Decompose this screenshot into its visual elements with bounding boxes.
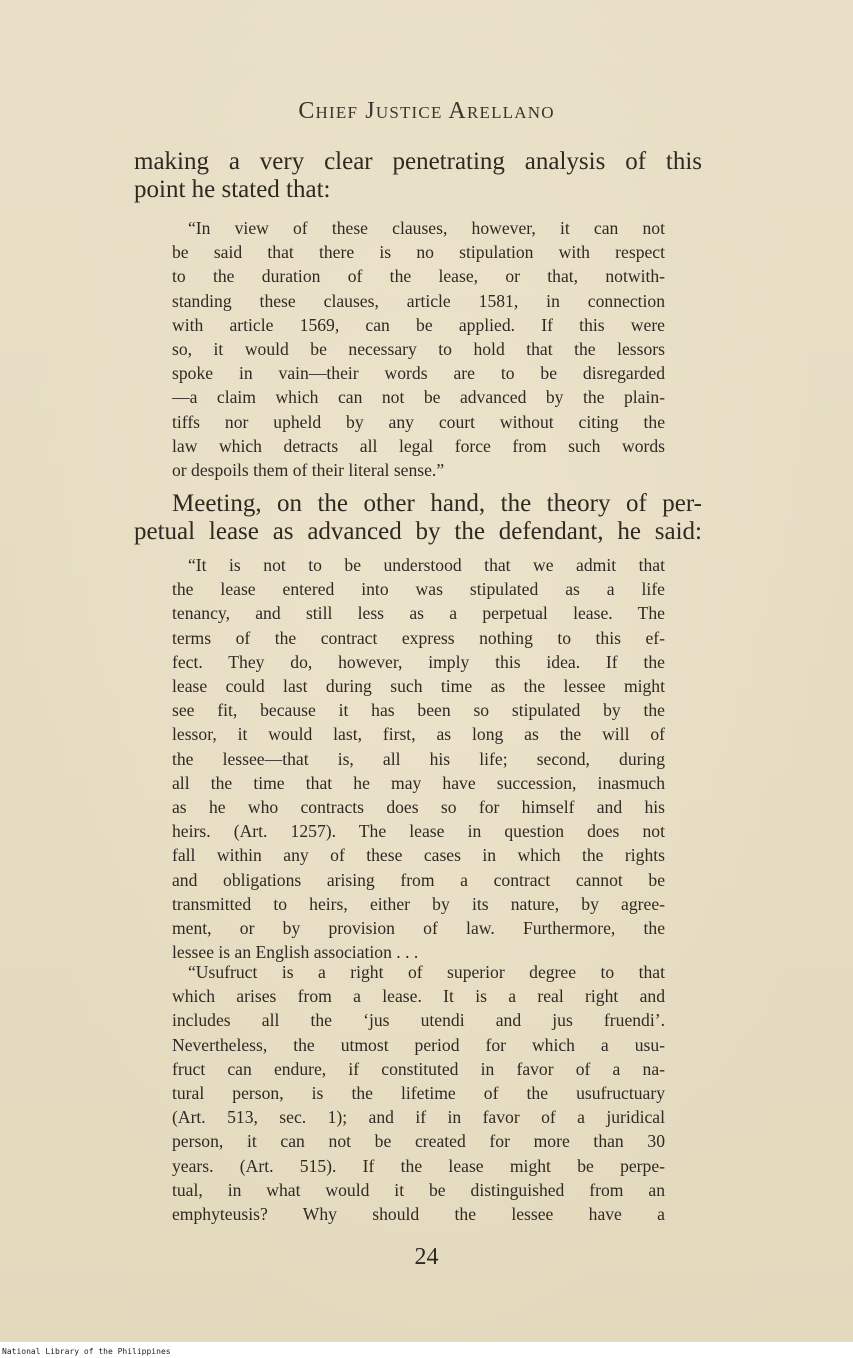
block-quote-3 — [172, 960, 665, 1226]
text-line: (Art. 513, sec. 1); and if in favor of a juridical — [172, 1107, 665, 1128]
text-line: emphyteusis? Why should the lessee have a — [172, 1204, 665, 1225]
scan-footer-strip — [0, 1342, 853, 1358]
text-line: fruct can endure, if constituted in favor of a na- — [172, 1058, 665, 1079]
text-line: the lessee—that is, all his life; second, during — [172, 748, 665, 769]
text-line: Nevertheless, the utmost period for which a usu- — [172, 1034, 665, 1055]
text-line: lease could last during such time as the lessee might — [172, 676, 665, 697]
lead-paragraph-2 — [134, 490, 702, 546]
text-line: transmitted to heirs, either by its nature, by agree- — [172, 893, 665, 914]
text-line: as he who contracts does so for himself and his — [172, 797, 665, 818]
text-line: spoke in vain—their words are to be disregarded — [172, 363, 665, 384]
text-line: “It is not to be understood that we admit that — [188, 555, 665, 575]
text-line: see fit, because it has been so stipulated by the — [172, 700, 665, 721]
text-line: standing these clauses, article 1581, in connection — [172, 290, 665, 311]
text-line: fect. They do, however, imply this idea. If the — [172, 651, 665, 672]
text-line: fall within any of these cases in which the rights — [172, 845, 665, 866]
running-head: Chief Justice Arellano — [298, 98, 555, 124]
text-line: so, it would be necessary to hold that the lessors — [172, 339, 665, 360]
text-line: point he stated that: — [134, 176, 331, 203]
text-line: lessor, it would last, first, as long as the will of — [172, 724, 665, 745]
text-line: years. (Art. 515). If the lease might be perpe- — [172, 1155, 665, 1176]
text-line: heirs. (Art. 1257). The lease in question does not — [172, 821, 665, 842]
text-line: all the time that he may have succession, inasmuch — [172, 772, 665, 793]
text-line: “In view of these clauses, however, it can not — [188, 218, 665, 238]
text-line: person, it can not be created for more than 30 — [172, 1131, 665, 1152]
text-line: includes all the ‘jus utendi and jus fruendi’. — [172, 1010, 665, 1031]
text-line: making a very clear penetrating analysis of this — [134, 148, 702, 175]
text-line: —a claim which can not be advanced by the plain- — [172, 387, 665, 408]
text-line: terms of the contract express nothing to this ef- — [172, 627, 665, 648]
text-line: petual lease as advanced by the defendant, he said: — [134, 518, 702, 545]
page-number: 24 — [414, 1244, 439, 1270]
text-line: ment, or by provision of law. Furthermore, the — [172, 918, 665, 939]
text-line: and obligations arising from a contract cannot be — [172, 869, 665, 890]
text-line: which arises from a lease. It is a real right and — [172, 986, 665, 1007]
text-line: Meeting, on the other hand, the theory of per- — [172, 490, 702, 517]
text-line: tenancy, and still less as a perpetual lease. The — [172, 603, 665, 624]
block-quote-2 — [172, 553, 665, 964]
text-line: “Usufruct is a right of superior degree to that — [188, 962, 665, 982]
text-line: the lease entered into was stipulated as a life — [172, 579, 665, 600]
text-line: lessee is an English association . . . — [172, 942, 419, 963]
text-line: law which detracts all legal force from such words — [172, 435, 665, 456]
text-line: to the duration of the lease, or that, notwith- — [172, 266, 665, 287]
library-credit: National Library of the Philippines — [2, 1347, 171, 1356]
text-line: be said that there is no stipulation with respect — [172, 242, 665, 263]
lead-paragraph-1 — [134, 148, 702, 204]
text-line: or despoils them of their literal sense.” — [172, 460, 445, 481]
text-line: with article 1569, can be applied. If this were — [172, 314, 665, 335]
block-quote-1 — [172, 216, 665, 482]
text-line: tiffs nor upheld by any court without citing the — [172, 411, 665, 432]
text-line: tual, in what would it be distinguished from an — [172, 1179, 665, 1200]
text-line: tural person, is the lifetime of the usufructuary — [172, 1083, 665, 1104]
